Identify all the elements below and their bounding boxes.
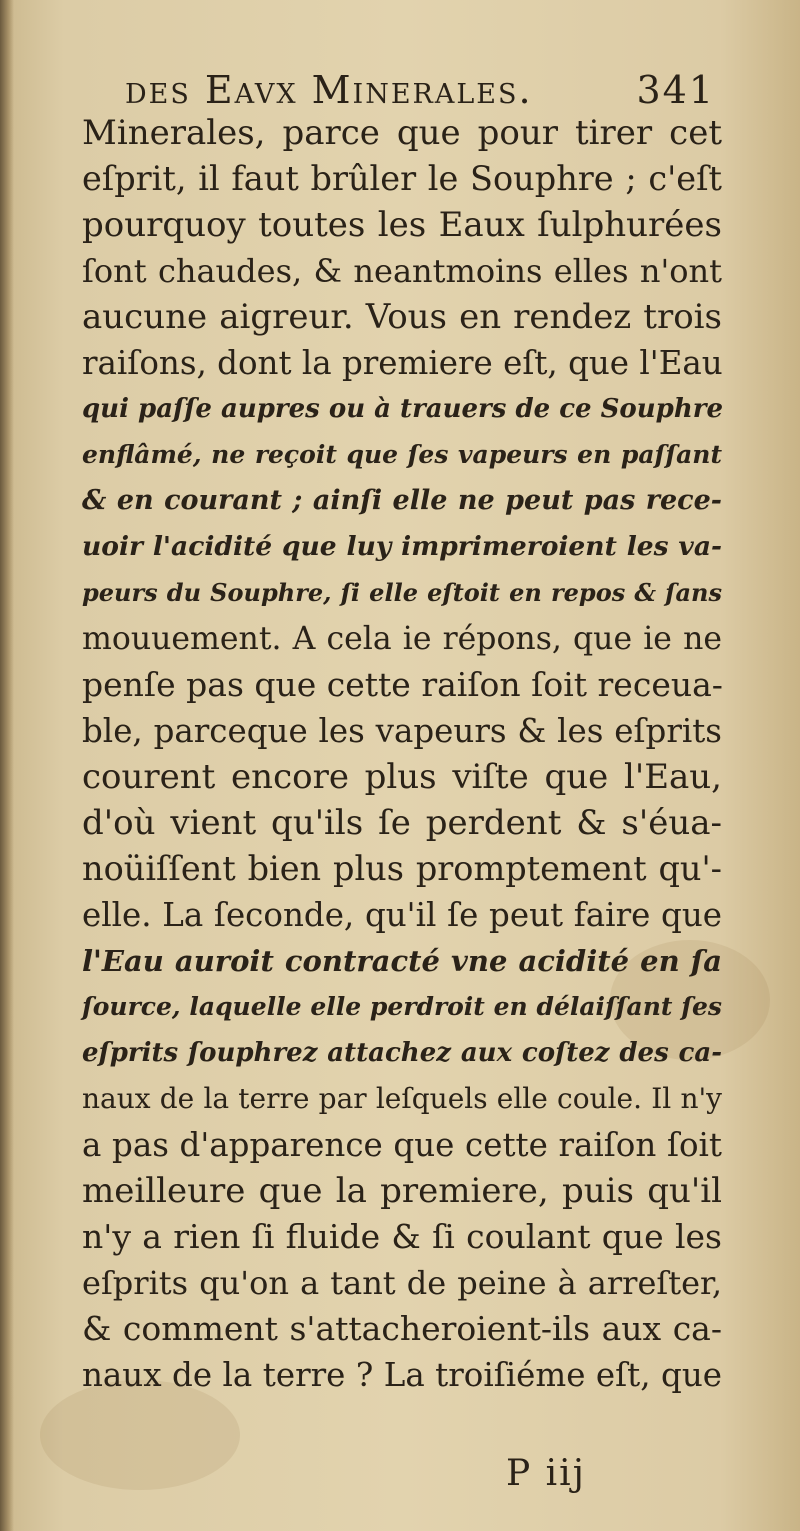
text-line: uoir l'acidité que luy imprimeroient les va- (82, 531, 722, 562)
text-line: pourquoy toutes les Eaux ſulphurées (82, 205, 722, 245)
text-line: raiſons, dont la premiere eſt, que l'Eau (82, 344, 723, 382)
text-line: enflâmé, ne reçoit que ſes vapeurs en paſſant (82, 440, 722, 469)
text-line: mouuement. A cela ie répons, que ie ne (82, 621, 722, 657)
text-line: penſe pas que cette raiſon ſoit receua- (82, 665, 723, 704)
text-line: a pas d'apparence que cette raiſon ſoit (82, 1126, 722, 1164)
text-line: d'où vient qu'ils ſe perdent & s'éua- (82, 803, 722, 843)
text-line: eſprit, il faut brûler le Souphre ; c'eſt (82, 159, 722, 198)
signature-mark: P iij (506, 1453, 586, 1494)
text-line: peurs du Souphre, ſi elle eſtoit en repos & ſans (82, 578, 722, 607)
text-line: & en courant ; ainſi elle ne peut pas rece- (82, 485, 722, 516)
text-line: Minerales, parce que pour tirer cet (82, 113, 722, 153)
text-line: n'y a rien ſi fluide & ſi coulant que les (82, 1217, 722, 1256)
text-line: ſource, laquelle elle perdroit en délaiſſant ſes (82, 992, 722, 1021)
text-line: ſont chaudes, & neantmoins elles n'ont (82, 252, 722, 290)
text-line: eſprits qu'on a tant de peine à arreſter, (82, 1264, 722, 1302)
text-line: meilleure que la premiere, puis qu'il (82, 1171, 722, 1211)
text-line: elle. La ſeconde, qu'il ſe peut faire que (82, 896, 722, 934)
text-line: qui paſſe aupres ou à trauers de ce Souphre (82, 394, 723, 424)
text-line: courent encore plus viſte que l'Eau, (82, 757, 722, 797)
text-line: noüiſſent bien plus promptement qu'- (82, 849, 722, 888)
text-line: naux de la terre par leſquels elle coule. Il n'y (82, 1082, 722, 1115)
running-title: des Eavx Minerales. (125, 68, 533, 112)
text-line: ble, parceque les vapeurs & les eſprits (82, 712, 722, 750)
running-header (125, 68, 715, 112)
text-line: aucune aigreur. Vous en rendez trois (82, 297, 722, 337)
text-line: eſprits ſouphrez attachez aux coſtez des ca- (82, 1038, 722, 1068)
page-number: 341 (636, 68, 715, 112)
body-text (82, 110, 722, 1398)
text-line: naux de la terre ? La troiſiéme eſt, que (82, 1356, 722, 1394)
page-gutter (0, 0, 14, 1531)
text-line: l'Eau auroit contracté vne acidité en ſa (82, 944, 722, 978)
text-line: & comment s'attacheroient-ils aux ca- (82, 1309, 722, 1348)
